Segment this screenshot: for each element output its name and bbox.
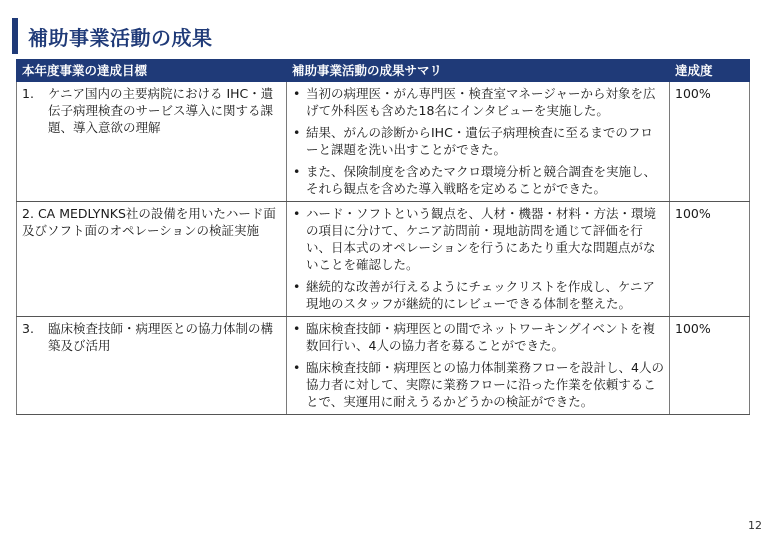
- summary-text: 継続的な改善が行えるようにチェックリストを作成し、ケニア現地のスタッフが継続的にレビューできる体制を整えた。: [306, 279, 655, 311]
- summary-list: [292, 85, 664, 197]
- results-table: [16, 59, 750, 415]
- table-row: [17, 317, 750, 415]
- summary-text: 臨床検査技師・病理医との間でネットワーキングイベントを複数回行い、4人の協力者を募ることができた。: [306, 321, 656, 353]
- header-rate: 達成度: [670, 60, 750, 82]
- summary-text: ハード・ソフトという観点を、人材・機器・材料・方法・環境の項目に分けて、ケニア訪問前・現地訪問を通じて評価を行い、日本式のオペレーションを行うにあたり重大な問題点がないことを確認した。: [306, 206, 657, 272]
- goal-cell: [17, 202, 287, 317]
- summary-text: 当初の病理医・がん専門医・検査室マネージャーから対象を広げて外科医も含めた18名にインタビューを実施した。: [306, 86, 656, 118]
- table-row: [17, 82, 750, 202]
- goal-cell: [17, 82, 287, 202]
- achievement-rate: 100%: [675, 206, 711, 221]
- title-accent-bar: [12, 18, 18, 54]
- goal-text: CA MEDLYNKS社の設備を用いたハード面及びソフト面のオペレーションの検証実施: [22, 206, 276, 238]
- goal-text: 臨床検査技師・病理医との協力体制の構築及び活用: [48, 321, 274, 353]
- summary-item: [292, 278, 664, 312]
- bullet-icon: •: [293, 360, 301, 375]
- summary-text: 結果、がんの診断からIHC・遺伝子病理検査に至るまでのフローと課題を洗い出すことができた。: [306, 125, 653, 157]
- page-title: 補助事業活動の成果: [28, 26, 213, 50]
- summary-item: [292, 205, 664, 273]
- achievement-rate: 100%: [675, 321, 711, 336]
- table-header-row: [17, 60, 750, 82]
- bullet-icon: •: [293, 206, 301, 221]
- rate-cell: [670, 317, 750, 415]
- summary-text: また、保険制度を含めたマクロ環境分析と競合調査を実施し、それら観点を含めた導入戦略を定めることができた。: [306, 164, 657, 196]
- bullet-icon: •: [293, 279, 301, 294]
- goal-number: 2.: [22, 206, 34, 221]
- header-summary: 補助事業活動の成果サマリ: [287, 60, 670, 82]
- summary-item: [292, 124, 664, 158]
- summary-cell: [287, 202, 670, 317]
- bullet-icon: •: [293, 321, 301, 336]
- bullet-icon: •: [293, 86, 301, 101]
- summary-list: [292, 320, 664, 410]
- summary-item: [292, 320, 664, 354]
- summary-item: [292, 85, 664, 119]
- summary-item: [292, 163, 664, 197]
- summary-cell: [287, 82, 670, 202]
- rate-cell: [670, 202, 750, 317]
- page-number: 12: [748, 519, 762, 532]
- goal-number: 3.: [22, 321, 34, 336]
- summary-item: [292, 359, 664, 410]
- bullet-icon: •: [293, 164, 301, 179]
- summary-text: 臨床検査技師・病理医との協力体制業務フローを設計し、4人の協力者に対して、実際に業務フローに沿った作業を依頼することで、実運用に耐えうるかどうかの検証ができた。: [306, 360, 664, 409]
- rate-cell: [670, 82, 750, 202]
- goal-cell: [17, 317, 287, 415]
- goal-text: ケニア国内の主要病院における IHC・遺伝子病理検査のサービス導入に関する課題、導入意欲の理解: [48, 86, 274, 135]
- bullet-icon: •: [293, 125, 301, 140]
- summary-list: [292, 205, 664, 312]
- achievement-rate: 100%: [675, 86, 711, 101]
- goal-number: 1.: [22, 86, 34, 101]
- header-goal: 本年度事業の達成目標: [17, 60, 287, 82]
- table-row: [17, 202, 750, 317]
- summary-cell: [287, 317, 670, 415]
